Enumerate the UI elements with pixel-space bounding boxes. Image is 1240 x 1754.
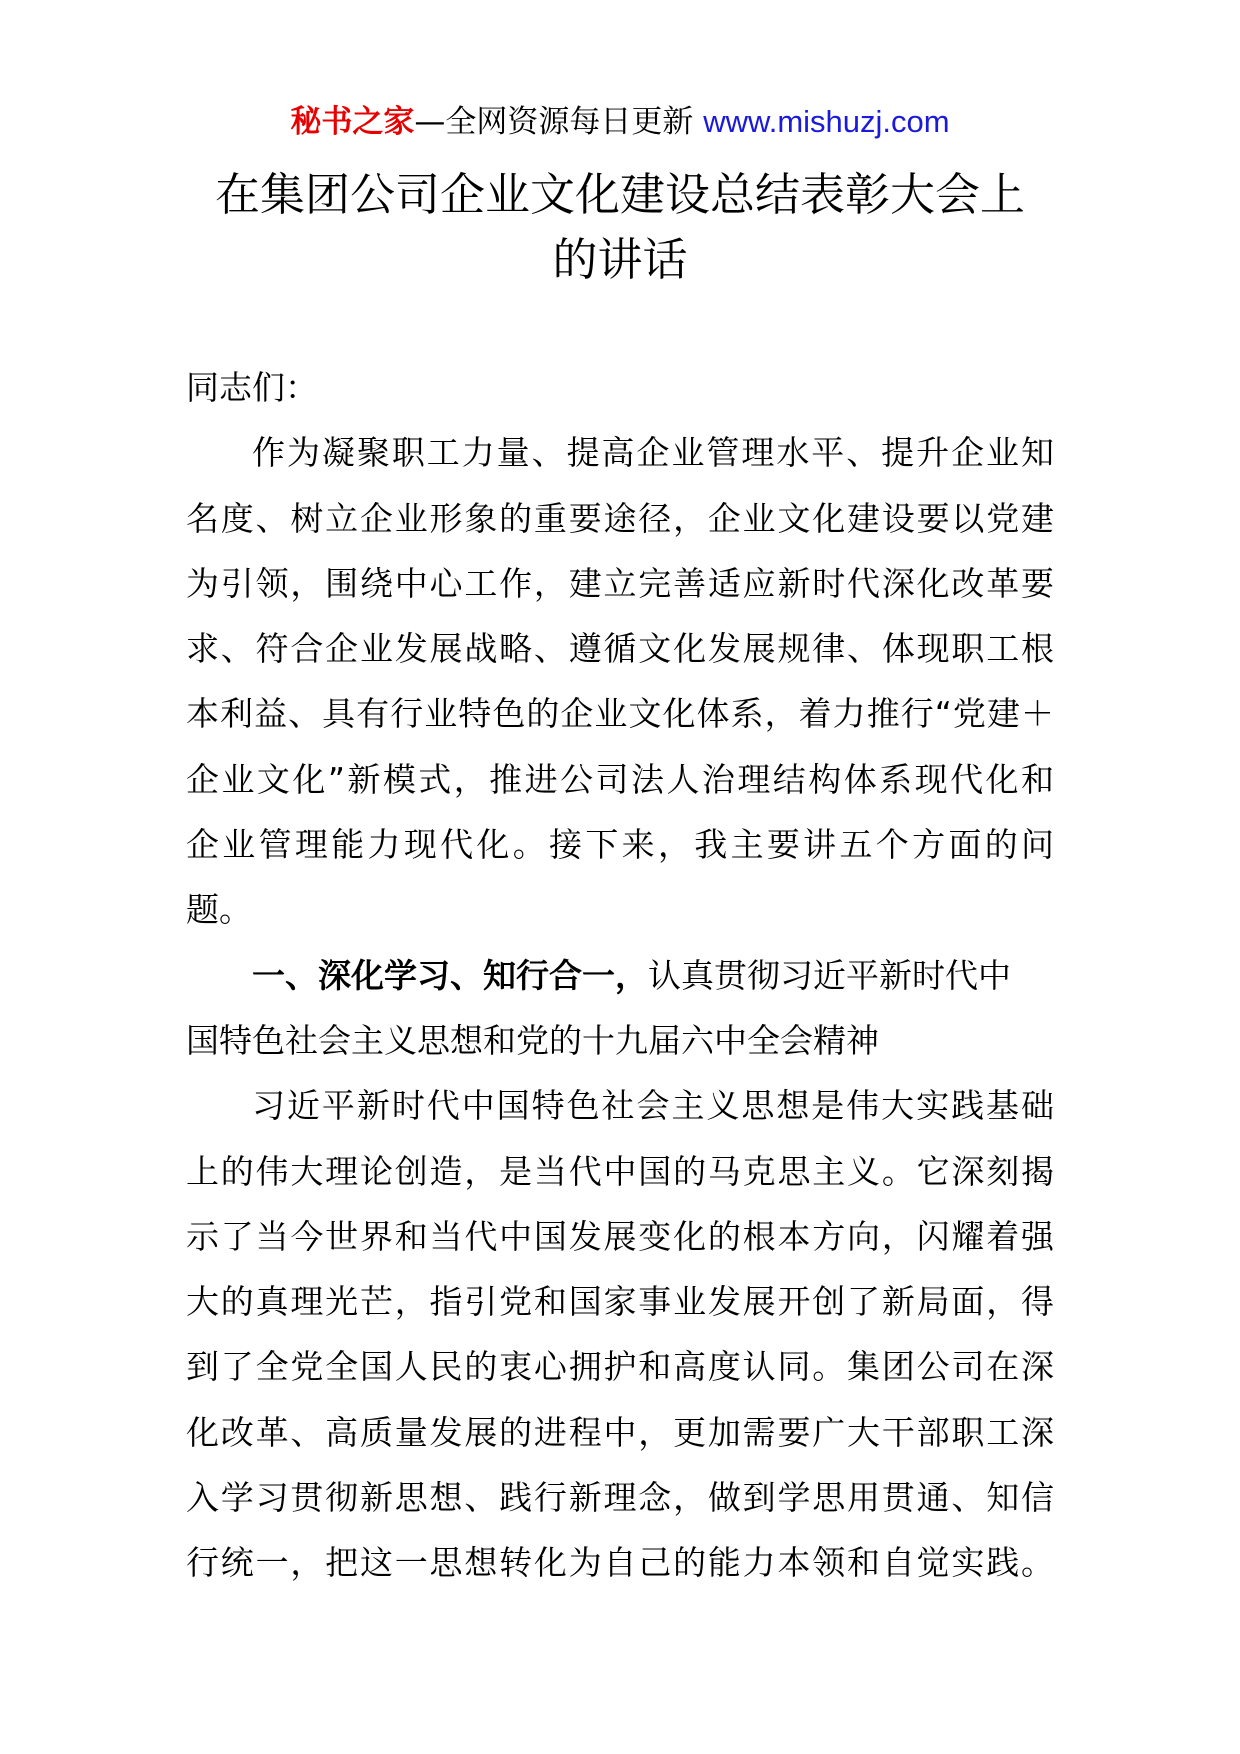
paragraph-section-1 [186,1073,1054,1595]
salutation: 同志们： [186,368,318,407]
title-line-2: 的讲话 [552,233,688,286]
header-tagline: —全网资源每日更新 [414,104,694,140]
paragraph-line: 化改革、高质量发展的进程中，更加需要广大干部职工深 [186,1412,1054,1452]
paragraph-line: 题。 [186,890,252,930]
document-title [186,162,1054,292]
paragraph-line: 作为凝聚职工力量、提高企业管理水平、提升企业知 [252,433,1054,473]
paragraph-line: 大的真理光芒，指引党和国家事业发展开创了新局面，得 [186,1282,1054,1322]
section-heading-line [186,943,1054,1008]
paragraph-line: 求、符合企业发展战略、遵循文化发展规律、体现职工根 [186,629,1054,669]
paragraph-line: 入学习贯彻新思想、践行新理念，做到学思用贯通、知信 [186,1478,1054,1518]
section-heading-line: 国特色社会主义思想和党的十九届六中全会精神 [186,1020,879,1060]
paragraph-line: 为引领，围绕中心工作，建立完善适应新时代深化改革要 [186,563,1054,603]
document-body [186,355,1054,1596]
paragraph-line: 本利益、具有行业特色的企业文化体系，着力推行“党建＋ [186,694,1054,734]
paragraph-line: 到了全党全国人民的衷心拥护和高度认同。集团公司在深 [186,1347,1054,1387]
section-heading-number: 一、深化学习、知行合一， [252,955,648,995]
paragraph-line: 示了当今世界和当代中国发展变化的根本方向，闪耀着强 [186,1216,1054,1256]
site-header [0,100,1240,144]
paragraph-line: 名度、树立企业形象的重要途径，企业文化建设要以党建 [186,498,1054,538]
paragraph-line: 企业管理能力现代化。接下来，我主要讲五个方面的问 [186,825,1054,865]
section-heading-text: 认真贯彻习近平新时代中 [648,955,1011,995]
paragraph-line: 行统一，把这一思想转化为自己的能力本领和自觉实践。 [186,1543,1054,1583]
paragraph-line: 习近平新时代中国特色社会主义思想是伟大实践基础 [252,1086,1054,1126]
paragraph-line: 企业文化”新模式，推进公司法人治理结构体系现代化和 [186,759,1054,799]
paragraph-line: 上的伟大理论创造，是当代中国的马克思主义。它深刻揭 [186,1151,1054,1191]
site-url-link[interactable]: www.mishuzj.com [703,104,950,139]
section-heading-1 [186,943,1054,1074]
brand-name: 秘书之家 [290,104,415,140]
title-line-1: 在集团公司企业文化建设总结表彰大会上 [214,168,1025,221]
paragraph-intro [186,420,1054,942]
